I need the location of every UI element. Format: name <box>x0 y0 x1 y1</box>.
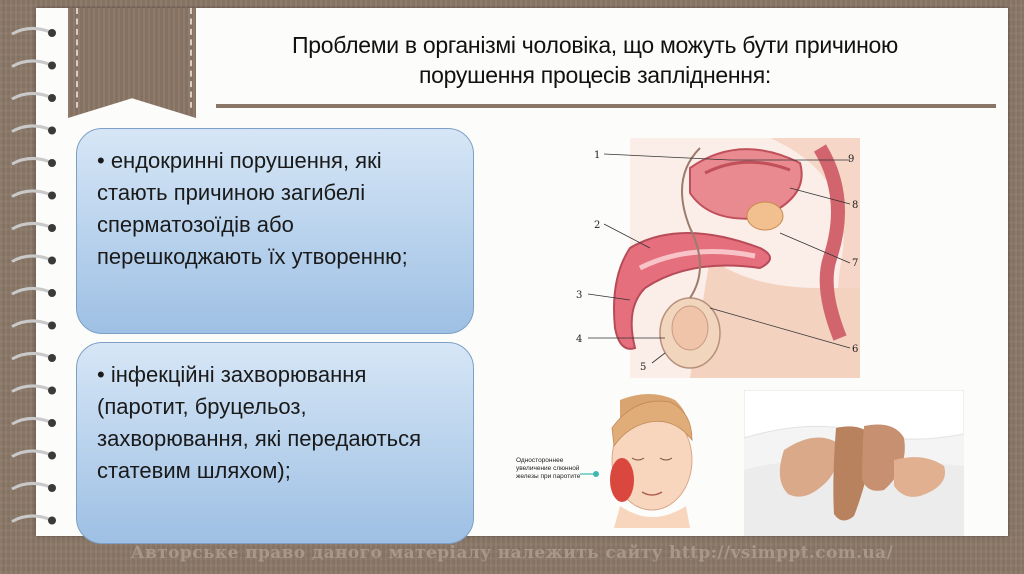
mumps-caption-2: увеличение слюнной <box>516 465 580 472</box>
binding-ring <box>12 451 50 457</box>
binding-ring <box>12 61 50 67</box>
binding-ring <box>12 191 50 197</box>
bullet-text-endocrine: • ендокринні порушення, які стають причиною загибелі сперматозоїдів або перешкоджають їх утворенню; <box>97 148 408 269</box>
anatomy-label-8: 8 <box>852 200 859 211</box>
copyright-footer: Авторське право даного матеріалу належить сайту http://vsimppt.com.ua/ <box>130 543 894 563</box>
binding-hole <box>48 289 56 297</box>
anatomy-label-3: 3 <box>576 290 583 301</box>
binding-hole <box>48 159 56 167</box>
anatomy-label-1: 1 <box>594 150 601 161</box>
binding-ring <box>12 321 50 327</box>
feet-under-sheet-photo <box>744 390 964 536</box>
bullet-box-infections <box>76 342 474 544</box>
binding-ring <box>12 126 50 132</box>
binding-hole <box>48 127 56 135</box>
bullet-box-endocrine <box>76 128 474 334</box>
binding-ring <box>12 28 50 34</box>
mumps-caption-1: Одностороннее <box>516 457 564 464</box>
binding-hole <box>48 62 56 70</box>
anatomy-label-5: 5 <box>640 362 647 373</box>
binding-hole <box>48 224 56 232</box>
binding-ring <box>12 353 50 359</box>
binding-ring <box>12 158 50 164</box>
binding-ring <box>12 483 50 489</box>
anatomy-illustration <box>560 138 860 378</box>
binding-hole <box>48 94 56 102</box>
binding-hole <box>48 192 56 200</box>
binding-ring <box>12 256 50 262</box>
binding-ring <box>12 418 50 424</box>
anatomy-label-2: 2 <box>594 220 601 231</box>
binding-ring <box>12 516 50 522</box>
anatomy-label-7: 7 <box>852 258 859 269</box>
binding-hole <box>48 452 56 460</box>
binding-rings-icon <box>6 20 62 540</box>
binding-hole <box>48 322 56 330</box>
anatomy-label-6: 6 <box>852 344 859 355</box>
anatomy-label-9: 9 <box>848 154 855 165</box>
mumps-caption-3: железы при паротите <box>516 473 581 480</box>
mumps-child-illustration <box>510 388 720 528</box>
bullet-text-infections: • інфекційні захворювання (паротит, бруцельоз, захворювання, які передаються статевим шляхом); <box>97 362 422 483</box>
binding-hole <box>48 257 56 265</box>
binding-hole <box>48 517 56 525</box>
binding-hole <box>48 29 56 37</box>
binding-ring <box>12 223 50 229</box>
binding-ring <box>12 93 50 99</box>
anatomy-label-4: 4 <box>576 334 583 345</box>
binding-ring <box>12 288 50 294</box>
title-line-2: порушення процесів запліднення: <box>419 62 771 88</box>
binding-hole <box>48 419 56 427</box>
binding-hole <box>48 354 56 362</box>
title-underline <box>216 104 996 108</box>
slide-title <box>200 30 990 90</box>
binding-hole <box>48 484 56 492</box>
title-line-1: Проблеми в організмі чоловіка, що можуть бути причиною <box>292 32 898 58</box>
binding-ring <box>12 386 50 392</box>
binding-hole <box>48 387 56 395</box>
